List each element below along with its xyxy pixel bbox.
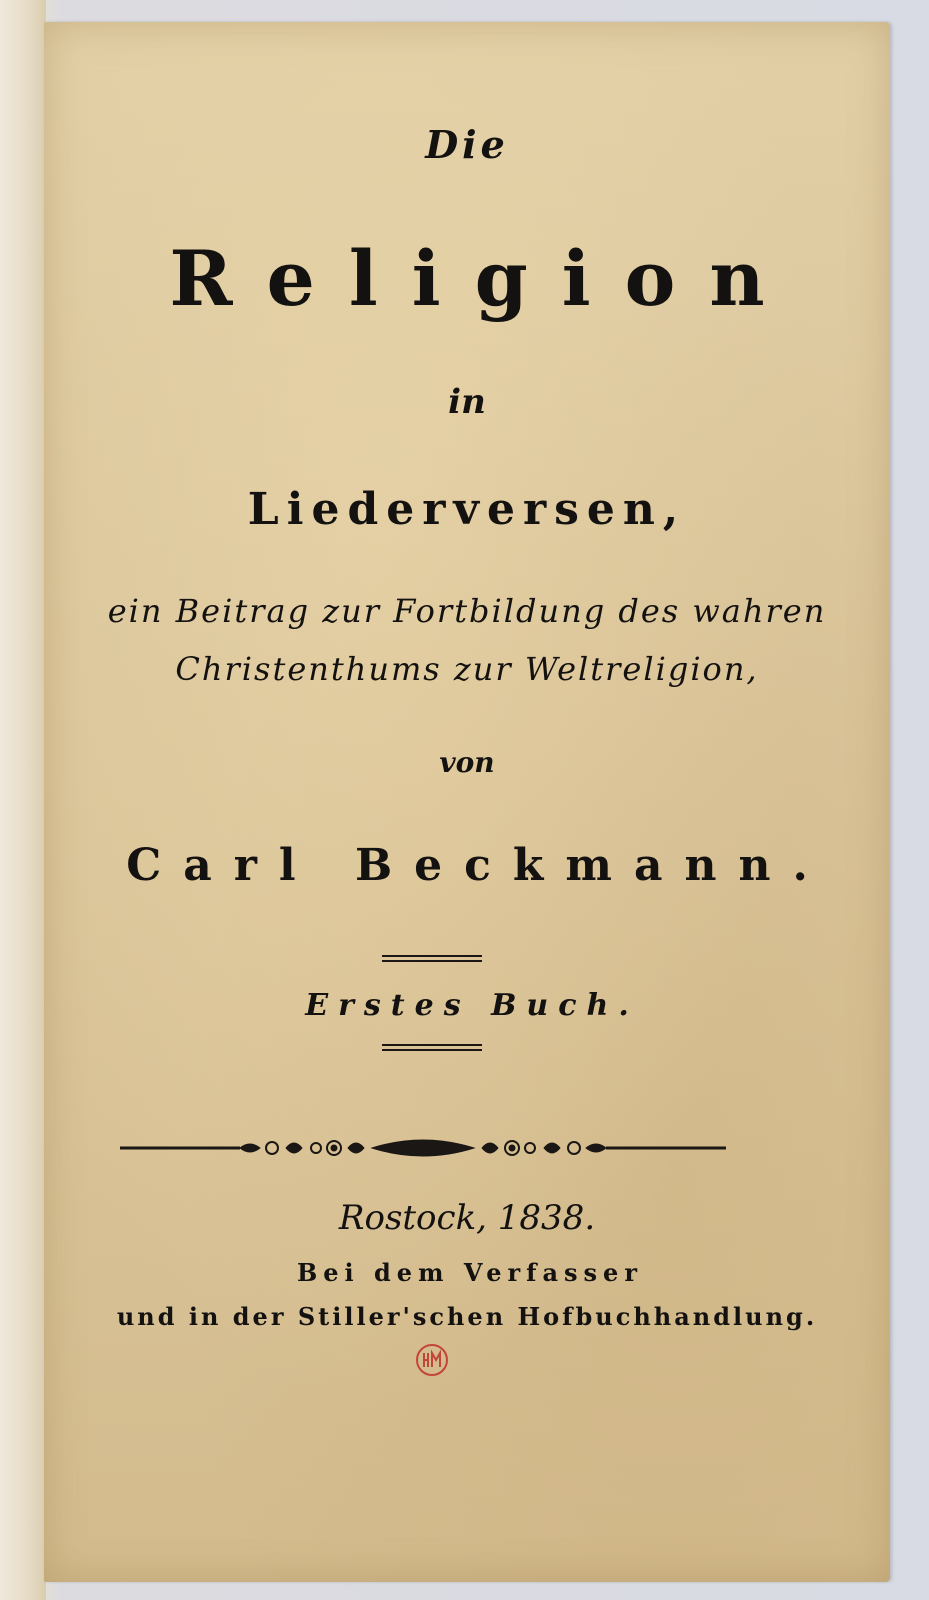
author-name: Carl Beckmann. (126, 840, 830, 891)
title-line-religion: Religion (169, 234, 799, 323)
title-line-liederversen: Liederversen, (247, 484, 687, 535)
page-edge-left (0, 0, 46, 1600)
subtitle-line-1: ein Beitrag zur Fortbildung des wahren (107, 592, 827, 630)
title-line-die: Die (425, 122, 509, 167)
double-rule-top (382, 955, 482, 962)
title-line-in: in (448, 382, 486, 422)
library-stamp-icon (414, 1342, 450, 1378)
publisher-line-1: Bei dem Verfasser (297, 1258, 643, 1287)
byline-von: von (439, 746, 495, 779)
title-page (44, 22, 890, 1582)
double-rule-bottom (382, 1044, 482, 1051)
book-number: Erstes Buch. (305, 988, 639, 1023)
place-and-year: Rostock, 1838. (338, 1198, 596, 1238)
publisher-line-2: und in der Stiller'schen Hofbuchhandlung. (116, 1302, 818, 1331)
ornament-icon (120, 1130, 726, 1166)
subtitle-line-2: Christenthums zur Weltreligion, (175, 650, 759, 688)
